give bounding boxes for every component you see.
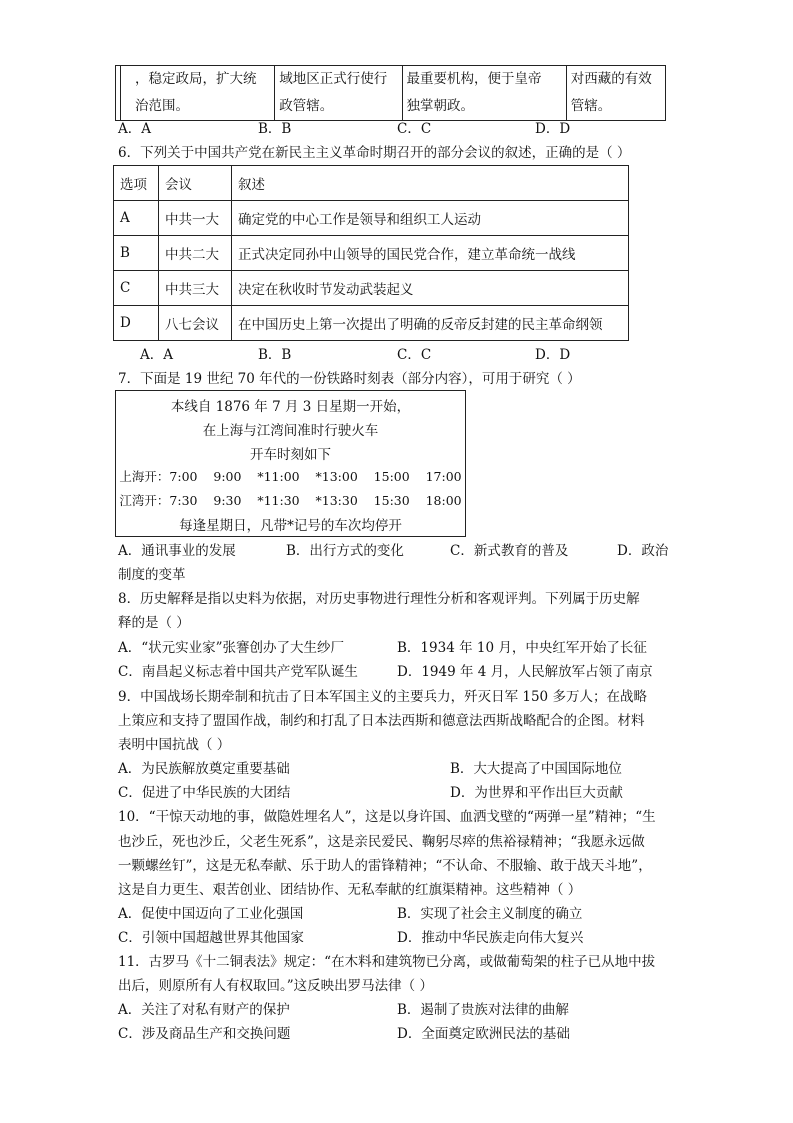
q8-option-c[interactable]: C．南昌起义标志着中国共产党军队诞生: [118, 664, 358, 680]
top-cell-3: [402, 66, 566, 121]
q6-row-a-desc: 确定党的中心工作是领导和组织工人运动: [232, 201, 629, 236]
q6-header-option: 选项: [114, 166, 159, 201]
q6-row-d-option: D: [114, 306, 159, 341]
q11-option-c[interactable]: C．涉及商品生产和交换问题: [118, 1026, 291, 1042]
q9-stem-line1: 9．中国战场长期牵制和抗击了日本军国主义的主要兵力，歼灭日军 150 多万人；在战略: [118, 689, 647, 705]
q10-option-c[interactable]: C．引领中国超越世界其他国家: [118, 930, 304, 946]
top-cell-3-line2: 独掌朝政。: [406, 98, 474, 114]
top-cell-4-line1: 对西藏的有效: [570, 71, 652, 87]
q5-option-b[interactable]: B．B: [258, 121, 292, 137]
q7-timetable: [115, 390, 466, 537]
top-cell-3-line1: 最重要机构，便于皇帝: [406, 71, 542, 87]
q8-stem-line2: 释的是（ ）: [118, 615, 190, 631]
q10-stem-line2: 也沙丘，死也沙丘，父老生死系”，这是亲民爱民、鞠躬尽瘁的焦裕禄精神；“我愿永远做: [118, 834, 645, 850]
q6-row-b-option: B: [114, 236, 159, 271]
q10-stem-line3: 一颗螺丝钉”，这是无私奉献、乐于助人的雷锋精神；“不认命、不服输、敢于战天斗地”，: [118, 858, 652, 874]
q9-option-d[interactable]: D．为世界和平作出巨大贡献: [450, 785, 623, 801]
timetable-jiangwan-times: 7:30 9:30 *11:30 *13:30 15:30 18:00: [169, 493, 462, 508]
q6-row-b-meeting: 中共二大: [159, 236, 232, 271]
q10-option-d[interactable]: D．推动中华民族走向伟大复兴: [397, 930, 584, 946]
q6-row-a-meeting: 中共一大: [159, 201, 232, 236]
q7-option-c[interactable]: C．新式教育的普及: [450, 543, 569, 559]
q9-stem-line2: 上策应和支持了盟国作战，制约和打乱了日本法西斯和德意法西斯战略配合的企图。材料: [118, 713, 645, 729]
q6-table: [113, 165, 629, 341]
q6-option-c[interactable]: C．C: [397, 347, 432, 363]
q6-row-b-desc: 正式决定同孙中山领导的国民党合作，建立革命统一战线: [232, 236, 629, 271]
q8-stem-line1: 8．历史解释是指以史料为依据，对历史事物进行理性分析和客观评判。下列属于历史解: [118, 591, 640, 607]
q6-option-b[interactable]: B．B: [258, 347, 292, 363]
table-row: [114, 271, 629, 306]
q6-row-c-option: C: [114, 271, 159, 306]
timetable-line1: 本线自 1876 年 7 月 3 日星期一开始，: [170, 399, 411, 415]
q10-stem-line1: 10．“干惊天动地的事，做隐姓埋名人”，这是以身许国、血洒戈壁的“两弹一星”精神；“生: [118, 809, 656, 825]
top-cell-4-line2: 管辖。: [570, 98, 612, 114]
q11-option-d[interactable]: D．全面奠定欧洲民法的基础: [397, 1026, 570, 1042]
timetable-line2: 在上海与江湾间准时行驶火车: [202, 423, 379, 439]
q8-option-d[interactable]: D．1949 年 4 月，人民解放军占领了南京: [397, 664, 653, 680]
table-row: [114, 201, 629, 236]
q7-option-a[interactable]: A．通讯事业的发展: [118, 543, 236, 559]
timetable-line3: 开车时刻如下: [250, 447, 331, 463]
q11-option-b[interactable]: B．遏制了贵族对法律的曲解: [397, 1002, 569, 1018]
q6-stem: 6．下列关于中国共产党在新民主主义革命时期召开的部分会议的叙述，正确的是（ ）: [118, 145, 631, 161]
q9-option-c[interactable]: C．促进了中华民族的大团结: [118, 785, 291, 801]
q9-stem-line3: 表明中国抗战（ ）: [118, 737, 231, 753]
q8-option-a[interactable]: A．“状元实业家”张謇创办了大生纱厂: [118, 640, 345, 656]
top-cell-4: [566, 66, 665, 121]
q7-option-d-cont: 制度的变革: [118, 567, 186, 583]
q11-stem-line1: 11．古罗马《十二铜表法》规定：“在木料和建筑物已分离，或做葡萄架的柱子已从地中拔: [118, 954, 656, 970]
q5-option-d[interactable]: D．D: [535, 121, 571, 137]
q9-option-a[interactable]: A．为民族解放奠定重要基础: [118, 761, 290, 777]
top-continuation-table: [115, 65, 666, 121]
q10-stem-line4: 这是自力更生、艰苦创业、团结协作、无私奉献的红旗渠精神。这些精神（ ）: [118, 882, 582, 898]
top-cell-2-line2: 政管辖。: [279, 98, 334, 114]
q11-stem-line2: 出后，则原所有人有权取回。”这反映出罗马法律（ ）: [118, 978, 433, 994]
top-cell-2: [275, 66, 402, 121]
top-cell-1: [116, 66, 275, 121]
timetable-note: 每逢星期日，凡带*记号的车次均停开: [179, 518, 402, 534]
timetable-shanghai-row: [116, 467, 465, 485]
q5-option-c[interactable]: C．C: [397, 121, 432, 137]
q9-option-b[interactable]: B．大大提高了中国国际地位: [450, 761, 622, 777]
q11-option-a[interactable]: A．关注了对私有财产的保护: [118, 1002, 290, 1018]
q6-header-meeting: 会议: [159, 166, 232, 201]
table-row: [114, 236, 629, 271]
q6-header-desc: 叙述: [232, 166, 629, 201]
q10-option-b[interactable]: B．实现了社会主义制度的确立: [397, 906, 583, 922]
q6-row-d-desc: 在中国历史上第一次提出了明确的反帝反封建的民主革命纲领: [232, 306, 629, 341]
top-cell-2-line1: 域地区正式行使行: [279, 71, 388, 87]
q6-option-d[interactable]: D．D: [535, 347, 571, 363]
timetable-shanghai-times: 7:00 9:00 *11:00 *13:00 15:00 17:00: [169, 469, 462, 484]
q10-option-a[interactable]: A．促使中国迈向了工业化强国: [118, 906, 304, 922]
timetable-jiangwan-row: [116, 491, 465, 509]
top-cell-1-line2: 治范围。: [135, 98, 189, 114]
table-row: [114, 306, 629, 341]
q7-option-b[interactable]: B．出行方式的变化: [286, 543, 404, 559]
q7-option-d[interactable]: D．政治: [617, 543, 669, 559]
q6-row-d-meeting: 八七会议: [159, 306, 232, 341]
q6-row-c-desc: 决定在秋收时节发动武装起义: [232, 271, 629, 306]
q6-row-c-meeting: 中共三大: [159, 271, 232, 306]
q6-option-a[interactable]: A．A: [140, 347, 173, 363]
q6-header-row: [114, 166, 629, 201]
q7-stem: 7．下面是 19 世纪 70 年代的一份铁路时刻表（部分内容），可用于研究（ ）: [118, 371, 581, 387]
timetable-jiangwan-label: 江湾开：: [119, 493, 170, 508]
top-cell-1-line1: ，稳定政局，扩大统: [135, 71, 257, 87]
q6-row-a-option: A: [114, 201, 159, 236]
timetable-shanghai-label: 上海开：: [119, 469, 170, 484]
q8-option-b[interactable]: B．1934 年 10 月，中央红军开始了长征: [397, 640, 647, 656]
q5-option-a[interactable]: A．A: [118, 121, 151, 137]
